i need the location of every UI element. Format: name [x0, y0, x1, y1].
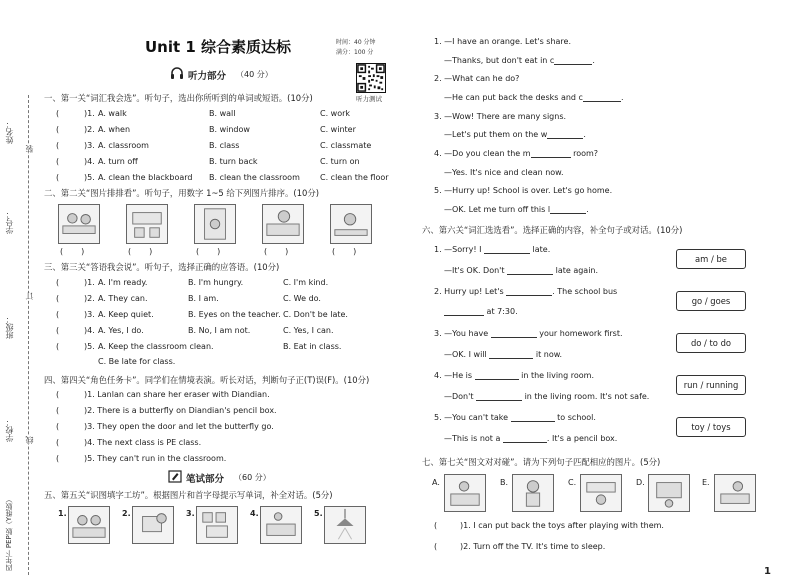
- full-score: 满分：100 分: [336, 49, 374, 56]
- answer-paren[interactable]: (: [56, 342, 60, 351]
- fill-blank[interactable]: [547, 130, 583, 139]
- picture-letter: A.: [432, 478, 440, 487]
- statement: )3. They open the door and let the butterfly go.: [84, 422, 274, 431]
- section-3-title: 三、第三关“答语我会说”。听句子，选择正确的应答语。(10分): [44, 262, 280, 272]
- option-a[interactable]: A. They can.: [98, 294, 148, 303]
- answer-paren[interactable]: (: [56, 141, 60, 150]
- option-b[interactable]: B. No, I am not.: [188, 326, 251, 335]
- fill-blank[interactable]: [476, 392, 522, 401]
- option-c[interactable]: C. winter: [320, 125, 356, 134]
- dialog-line: —Let's put them on the w .: [444, 130, 586, 139]
- word-choice-box: go / goes: [676, 291, 746, 311]
- writing-header: 笔试部分: [186, 474, 225, 485]
- option-c[interactable]: C. Yes, I can.: [283, 326, 334, 335]
- option-a[interactable]: A. walk: [98, 109, 127, 118]
- option-a[interactable]: A. classroom: [98, 141, 149, 150]
- fill-blank[interactable]: [554, 56, 592, 65]
- question-line: 3. —You have your homework first.: [434, 329, 623, 338]
- option-b[interactable]: B. window: [209, 125, 250, 134]
- option-c[interactable]: C. work: [320, 109, 351, 118]
- question-line: 2. Hurry up! Let's . The school bus: [434, 287, 618, 296]
- class-label: 班级：: [5, 315, 14, 339]
- student-id-label: 学号：: [5, 210, 14, 234]
- option-a[interactable]: A. Keep the classroom clean.: [98, 342, 214, 351]
- word-choice-box: run / running: [676, 375, 746, 395]
- answer-paren[interactable]: (: [56, 310, 60, 319]
- option-c[interactable]: C. Don't be late.: [283, 310, 348, 319]
- picture-number: 5.: [314, 509, 323, 518]
- question-line: —This is not a . It's a pencil box.: [444, 434, 618, 443]
- tv-picture: [648, 474, 690, 512]
- option-c[interactable]: C. Be late for class.: [98, 357, 176, 366]
- option-b[interactable]: B. clean the classroom: [209, 173, 300, 182]
- option-c[interactable]: C. turn on: [320, 157, 360, 166]
- dialog-line: —Thanks, but don't eat in c .: [444, 56, 595, 65]
- option-b[interactable]: B. turn back: [209, 157, 258, 166]
- fill-blank[interactable]: [484, 245, 530, 254]
- fill-blank[interactable]: [550, 205, 586, 214]
- fill-blank[interactable]: [475, 371, 519, 380]
- school-label: 学校：: [5, 418, 14, 442]
- seal-char-3: 线: [25, 436, 34, 444]
- option-a[interactable]: A. Yes, I do.: [98, 326, 144, 335]
- order-blank[interactable]: (): [60, 247, 103, 256]
- answer-paren[interactable]: (: [56, 406, 60, 415]
- toys-picture: [444, 474, 486, 512]
- answer-paren[interactable]: (: [434, 521, 438, 530]
- option-c[interactable]: C. classmate: [320, 141, 372, 150]
- answer-paren[interactable]: (: [56, 173, 60, 182]
- fill-blank[interactable]: [491, 329, 537, 338]
- light-picture: [324, 506, 366, 544]
- fill-blank[interactable]: [489, 350, 533, 359]
- question-number: )5.: [84, 342, 95, 351]
- headphones-icon: [170, 67, 184, 82]
- order-blank[interactable]: (): [264, 247, 307, 256]
- listening-header: 听力部分: [188, 71, 227, 82]
- option-b[interactable]: B. I am.: [188, 294, 219, 303]
- statement: )5. They can't run in the classroom.: [84, 454, 227, 463]
- page-title: Unit 1 综合素质达标: [145, 38, 292, 56]
- fill-blank[interactable]: [531, 149, 571, 158]
- question-line: 1. —Sorry! I late.: [434, 245, 551, 254]
- picture-number: 2.: [122, 509, 131, 518]
- answer-paren[interactable]: (: [56, 390, 60, 399]
- question-number: )4.: [84, 157, 95, 166]
- order-blank[interactable]: (): [128, 247, 171, 256]
- option-b[interactable]: B. Eat in class.: [283, 342, 342, 351]
- picture-number: 1.: [58, 509, 67, 518]
- fill-blank[interactable]: [444, 307, 484, 316]
- option-b[interactable]: B. wall: [209, 109, 236, 118]
- pencil-icon: [168, 470, 182, 485]
- scene-picture: [262, 204, 304, 244]
- question-number: )2.: [84, 294, 95, 303]
- option-b[interactable]: B. class: [209, 141, 240, 150]
- seal-char-2: 订: [25, 292, 34, 300]
- question-line: 5. —You can't take to school.: [434, 413, 596, 422]
- reading-picture: [714, 474, 756, 512]
- option-c[interactable]: C. We do.: [283, 294, 321, 303]
- dialog-line: 4. —Do you clean the m room?: [434, 149, 599, 158]
- listening-points: （40 分）: [236, 70, 273, 79]
- wall-picture: [196, 506, 238, 544]
- question-number: )4.: [84, 326, 95, 335]
- question-number: )3.: [84, 141, 95, 150]
- scene-picture: [126, 204, 168, 244]
- binding-margin: [0, 0, 40, 588]
- scene-picture: [194, 204, 236, 244]
- dialog-line: 2. —What can he do?: [434, 74, 520, 83]
- statement: )2. There is a butterfly on Diandian's pencil box.: [84, 406, 277, 415]
- scene-picture: [330, 204, 372, 244]
- answer-paren[interactable]: (: [56, 109, 60, 118]
- question-number: )3.: [84, 310, 95, 319]
- section-4-title: 四、第四关“角色任务卡”。同学们在情境表演。听长对话，判断句子正(T)误(F)。(10分): [44, 375, 370, 385]
- fill-blank[interactable]: [507, 266, 553, 275]
- option-a[interactable]: A. Keep quiet.: [98, 310, 154, 319]
- fill-blank[interactable]: [583, 93, 621, 102]
- answer-paren[interactable]: (: [434, 542, 438, 551]
- picture-number: 4.: [250, 509, 259, 518]
- question-number: )1.: [84, 278, 95, 287]
- section-2-title: 二、第二关“图片排排看”。听句子，用数字 1~5 给下列图片排序。(10分): [44, 188, 319, 198]
- dialog-line: 1. —I have an orange. Let's share.: [434, 37, 572, 46]
- classroom-picture: [580, 474, 622, 512]
- chair-picture: [132, 506, 174, 544]
- dialog-line: —He can put back the desks and c .: [444, 93, 624, 102]
- option-a[interactable]: A. I'm ready.: [98, 278, 148, 287]
- scene-picture: [58, 204, 100, 244]
- option-c[interactable]: C. I'm kind.: [283, 278, 329, 287]
- word-choice-box: am / be: [676, 249, 746, 269]
- answer-paren[interactable]: (: [56, 125, 60, 134]
- answer-paren[interactable]: (: [56, 438, 60, 447]
- writing-points: （60 分）: [234, 473, 271, 482]
- answer-paren[interactable]: (: [56, 278, 60, 287]
- music-room-picture: [260, 506, 302, 544]
- question-line: at 7:30.: [444, 307, 518, 316]
- option-a[interactable]: A. clean the blackboard: [98, 173, 193, 182]
- statement: )1. Lanlan can share her eraser with Diandian.: [84, 390, 270, 399]
- fill-blank[interactable]: [511, 413, 555, 422]
- kid-picture: [512, 474, 554, 512]
- question-line: —It's OK. Don't late again.: [444, 266, 599, 275]
- question-number: )5.: [84, 173, 95, 182]
- section-6-title: 六、第六关“词汇选选看”。选择正确的内容，补全句子或对话。(10分): [422, 225, 683, 235]
- picture-letter: C.: [568, 478, 577, 487]
- fill-blank[interactable]: [506, 287, 552, 296]
- section-1-title: 一、第一关“词汇我会选”。听句子，选出你所听到的单词或短语。(10分): [44, 93, 313, 103]
- order-blank[interactable]: (): [332, 247, 375, 256]
- dialog-line: 5. —Hurry up! School is over. Let's go home.: [434, 186, 613, 195]
- answer-paren[interactable]: (: [56, 326, 60, 335]
- cut-line: [28, 95, 29, 575]
- time-limit: 时间：40 分钟: [336, 39, 376, 46]
- option-b[interactable]: B. Eyes on the teacher.: [188, 310, 281, 319]
- book-edition: 四年下 PEP版（Y维版）: [5, 496, 13, 572]
- seal-char-1: 装: [25, 145, 34, 153]
- option-a[interactable]: A. turn off: [98, 157, 138, 166]
- question-line: —OK. I will it now.: [444, 350, 563, 359]
- dialog-line: —OK. Let me turn off this l .: [444, 205, 589, 214]
- statement: )2. Turn off the TV. It's time to sleep.: [460, 542, 606, 551]
- question-number: )1.: [84, 109, 95, 118]
- word-choice-box: do / to do: [676, 333, 746, 353]
- picture-letter: B.: [500, 478, 509, 487]
- order-blank[interactable]: (): [196, 247, 239, 256]
- picture-letter: E.: [702, 478, 710, 487]
- option-a[interactable]: A. when: [98, 125, 131, 134]
- answer-paren[interactable]: (: [56, 157, 60, 166]
- food-picture: [68, 506, 110, 544]
- qr-code: [356, 63, 386, 93]
- option-b[interactable]: B. I'm hungry.: [188, 278, 244, 287]
- page-number: 1: [764, 566, 771, 577]
- answer-paren[interactable]: (: [56, 422, 60, 431]
- answer-paren[interactable]: (: [56, 454, 60, 463]
- statement: )1. I can put back the toys after playing with them.: [460, 521, 664, 530]
- section-7-title: 七、第七关“图文对对碰”。请为下列句子匹配相应的图片。(5分): [422, 457, 661, 467]
- fill-blank[interactable]: [503, 434, 547, 443]
- option-c[interactable]: C. clean the floor: [320, 173, 389, 182]
- qr-caption: 听力测试: [356, 95, 382, 103]
- answer-paren[interactable]: (: [56, 294, 60, 303]
- dialog-line: 3. —Wow! There are many signs.: [434, 112, 567, 121]
- question-line: —Don't in the living room. It's not safe.: [444, 392, 650, 401]
- question-number: )2.: [84, 125, 95, 134]
- picture-letter: D.: [636, 478, 645, 487]
- dialog-line: —Yes. It's nice and clean now.: [444, 168, 564, 177]
- name-label: 姓名：: [5, 120, 14, 144]
- picture-number: 3.: [186, 509, 195, 518]
- section-5-title: 五、第五关“识图填字工坊”。根据图片和首字母提示写单词，补全对话。(5分): [44, 490, 333, 500]
- word-choice-box: toy / toys: [676, 417, 746, 437]
- statement: )4. The next class is PE class.: [84, 438, 202, 447]
- question-line: 4. —He is in the living room.: [434, 371, 594, 380]
